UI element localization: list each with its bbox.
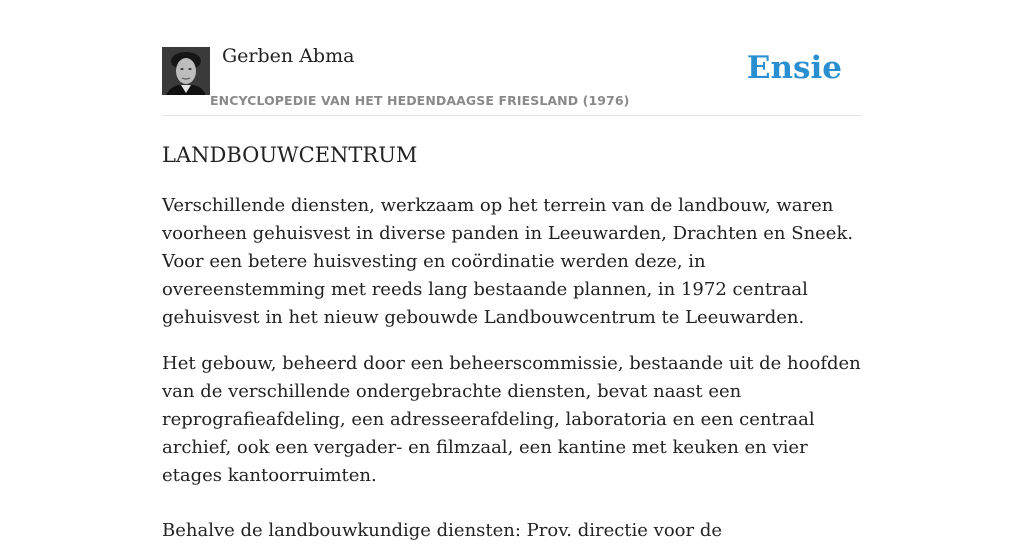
article-paragraph: Het gebouw, beheerd door een beheerscommissie, bestaande uit de hoofden van de verschillende ondergebrachte diensten, bevat naast een reprografieafdeling, een adresseerafdeling, laboratoria en een centraal archief, ook een vergader- en filmzaal, een kantine met keuken en vier etages kantoorruimten. xyxy=(162,353,861,486)
article-paragraph: Verschillende diensten, werkzaam op het terrein van de landbouw, waren voorheen gehuisvest in diverse panden in Leeuwarden, Drachten en Sneek. Voor een betere huisvesting en coördinatie werden deze, in overeenstemming met reeds lang bestaande plannen, in 1972 centraal gehuisvest in het nieuw gebouwde Landbouwcentrum te Leeuwarden. xyxy=(162,195,854,328)
source-title[interactable]: ENCYCLOPEDIE VAN HET HEDENDAAGSE FRIESLAND (1976) xyxy=(210,93,630,108)
article-paragraph: Behalve de landbouwkundige diensten: Prov. directie voor de xyxy=(162,520,723,541)
author-portrait-icon xyxy=(162,47,210,95)
brand-logo[interactable]: Ensie xyxy=(746,50,842,86)
header xyxy=(162,0,862,116)
article xyxy=(162,140,862,545)
page-title: LANDBOUWCENTRUM xyxy=(162,143,418,167)
author-avatar[interactable] xyxy=(162,47,210,95)
author-name[interactable]: Gerben Abma xyxy=(222,45,355,67)
